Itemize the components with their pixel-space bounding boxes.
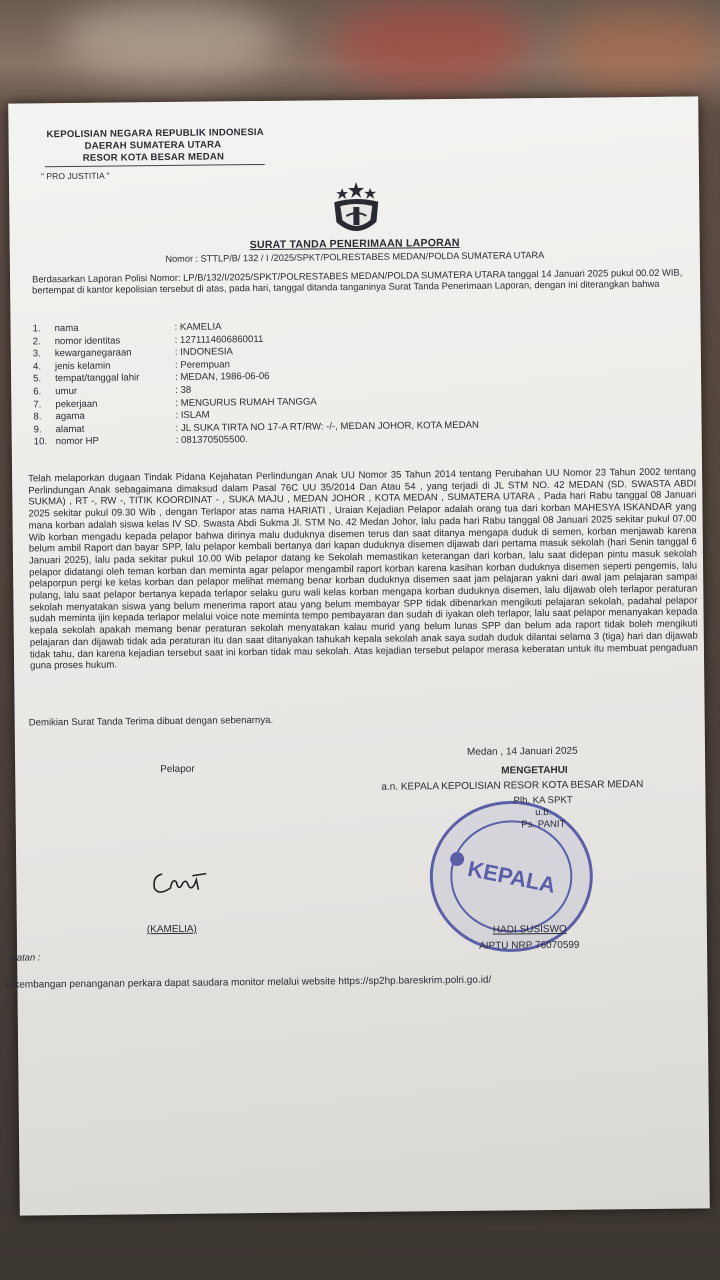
incident-description: Telah melaporkan dugaan Tindak Pidana Kejahatan Perlindungan Anak UU Nomor 35 Tahun 2014 tentang Perubahan UU Nomor 23 Tahun 2002 tentang Perlindungan Anak sebagaimana dimaksud dalam Pasal 76C UU 35/2014 Dan Atau 54 , yang terjadi di JL STM NO. 42 MEDAN (SD. SWASTA ABDI SUKMA) , RT -, RW -, TITIK KOORDINAT - , SUKA MAJU , MEDAN JOHOR , KOTA MEDAN , SUMATERA UTARA , Pada hari Rabu tanggal 08 Januari 2025 sekitar pukul 09.30 Wib , dengan Terlapor atas nama HARIATI , Uraian Kejadian Pelapor adalah orang tua dari korban MAHESYA ISKANDAR yang mana korban adalah siswa kelas IV SD. Swasta Abdi Sukma Jl. STM No. 42 Medan Johor, lalu pada hari Rabu tanggal 08 Januari 2025 sekitar pukul 07.00 Wib korban mengadu kepada pelapor bahwa dirinya malu duduknya disemen terus dan saat ditanya mengapa duduk di semen, korban menjawab karena belum ambil Raport dan bayar SPP, lalu pelapor kembali bertanya dari kapan duduknya disemen dijawab dari pertama masuk sekolah (hari Senin tanggal 6 Januari 2025), lalu pada sekitar pukul 10.00 Wib pelapor datang ke Sekolah memastikan keterangan dari korban, lalu saat didepan pintu masuk sekolah pelapor didatangi oleh teman korban dan meminta agar pelapor mengambil raport korban karena kasihan korban duduknya disemen seperti pengemis, lalu pelaporpun pergi ke kelas korban dan pelapor melihat memang benar korban duduknya disemen saat jam pelajaran yakni dari awal jam pelajaran sampai pulang, lalu saat pelapor bertanya kepada terlapor selaku guru wali kelas korban mengapa korban duduknya disemen, lalu dijawab oleh terlapor peraturan sekolah menyatakan siswa yang belum menerima raport atau yang belum membayar SPP tidak dibenarkan mengikuti pelajaran sekolah, padahal pelapor sudah meminta ijin kepada terlapor melalui voice note meminta tempo pembayaran dan sudah di iyakan oleh terlapor, lalu saat pelapor menanyakan kepada kepala sekolah apakah memang benar peraturan sekolah menyatakan kalau murid yang belum lunas SPP dan belum ada raport tidak boleh mengikuti pelajaran dan dijawab tidak ada peraturan itu dan saat ditanyakan tahukah kepala sekolah anak saya sudah duduk dilantai selama 3 (tiga) hari dan dijawab tidak tahu, dan karena kejadian tersebut saat ini korban tidak mau sekolah. Atas kejadian tersebut pelapor merasa keberatan untuk itu membuat pengaduan guna proses hukum.: [28, 466, 698, 672]
field-label: agama: [55, 411, 85, 423]
field-value: : 1271114606860011: [175, 334, 264, 346]
field-number: 5.: [33, 373, 42, 385]
background-patch-red: [330, 0, 530, 90]
field-label: alamat: [55, 423, 85, 435]
pro-justitia-label: " PRO JUSTITIA ": [40, 170, 110, 182]
background-patch-light: [60, 0, 280, 80]
field-label: nama: [54, 322, 79, 335]
field-value: : INDONESIA: [175, 346, 233, 358]
field-value: : 081370505500.: [176, 434, 248, 446]
field-number: 4.: [32, 361, 42, 373]
field-label: nomor identitas: [54, 335, 121, 347]
reporter-fields: [32, 321, 479, 449]
signature-date: Medan , 14 Januari 2025: [466, 745, 578, 758]
field-value: : ISLAM: [175, 410, 209, 421]
background-patch-orange: [560, 10, 720, 90]
field-label: pekerjaan: [55, 398, 98, 410]
police-report-document: [5, 96, 710, 1215]
field-value: : 38: [175, 385, 191, 396]
field-label: kewarganegaraan: [54, 347, 132, 360]
field-value: : MEDAN, 1986-06-06: [175, 371, 270, 383]
field-label: nomor HP: [55, 436, 99, 448]
letterhead-line-3: RESOR KOTA BESAR MEDAN: [82, 151, 225, 164]
plh-label: Plh. KA SPKT: [513, 794, 573, 807]
field-number: 2.: [32, 335, 41, 347]
field-number: 1.: [32, 323, 41, 335]
field-label: umur: [55, 385, 78, 398]
notes-label: atatan :: [9, 951, 41, 963]
reporter-name: (KAMELIA): [146, 923, 197, 936]
field-label: jenis kelamin: [54, 360, 111, 372]
police-emblem-icon: [324, 180, 389, 241]
mengetahui-label: MENGETAHUI: [501, 764, 568, 777]
pelapor-label: Pelapor: [160, 763, 195, 776]
field-number: 6.: [33, 386, 42, 398]
field-value: : JL SUKA TIRTA NO 17-A RT/RW: -/-, MEDAN JOHOR, KOTA MEDAN: [176, 419, 479, 433]
letterhead: [46, 127, 264, 165]
field-value: : Perempuan: [175, 359, 230, 371]
officer-nrp: AIPTU NRP 76070599: [478, 939, 580, 952]
document-number: Nomor : STTLP/B/ 132 / I /2025/SPKT/POLRESTABES MEDAN/POLDA SUMATERA UTARA: [165, 250, 545, 265]
field-number: 8.: [33, 411, 42, 423]
field-number: 3.: [32, 348, 41, 360]
field-value: : MENGURUS RUMAH TANGGA: [175, 396, 317, 408]
reporter-signature-icon: [146, 859, 226, 900]
field-number: 9.: [33, 424, 42, 436]
field-number: 10.: [33, 436, 48, 448]
document-title: SURAT TANDA PENERIMAAN LAPORAN: [249, 236, 460, 252]
stamp-text: KEPALA: [465, 855, 558, 898]
letterhead-line-1: KEPOLISIAN NEGARA REPUBLIK INDONESIA: [46, 126, 264, 141]
intro-paragraph: Berdasarkan Laporan Polisi Nomor: LP/B/132/I/2025/SPKT/POLRESTABES MEDAN/POLDA SUMATERA UTARA tanggal 14 Januari 2025 pukul 00.02 WIB, bertempat di kantor kepolisian tersebut di atas, pada hari, tanggal ditanda tanganinya Surat Tanda Penerimaan Laporan, dengan ini diterangkan bahwa: [31, 266, 683, 296]
officer-name: HADI SUSISWO: [492, 923, 567, 936]
panit-label: Ps. PANIT: [521, 818, 566, 831]
letterhead-line-2: DAERAH SUMATERA UTARA: [84, 139, 222, 152]
closing-statement: Demikian Surat Tanda Terima dibuat dengan sebenarnya.: [28, 714, 274, 729]
field-value: : KAMELIA: [174, 321, 221, 332]
notes-text: erkembangan penanganan perkara dapat saudara monitor melalui website https://sp2hp.bareskrim.polri.go.id/: [5, 974, 492, 991]
officer-title-block: [513, 795, 573, 832]
field-label: tempat/tanggal lahir: [55, 372, 140, 385]
ub-label: u.b.: [535, 806, 552, 819]
on-behalf-of-label: a.n. KEPALA KEPOLISIAN RESOR KOTA BESAR MEDAN: [381, 779, 644, 793]
field-number: 7.: [33, 398, 42, 410]
